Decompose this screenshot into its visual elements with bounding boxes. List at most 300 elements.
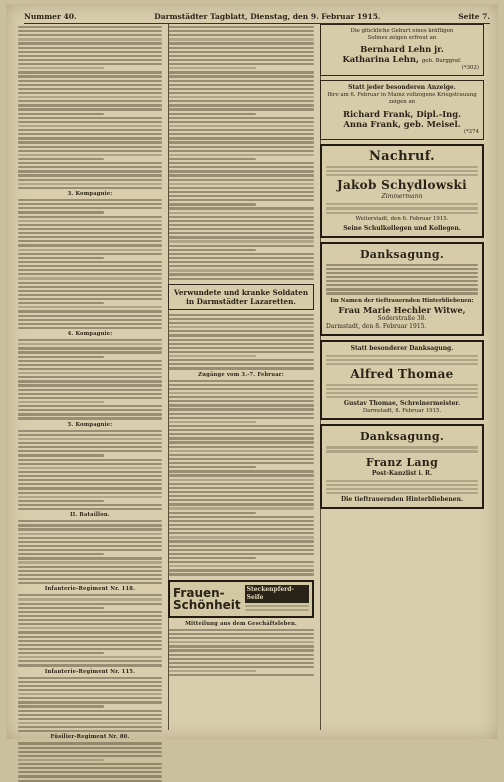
text-line [18, 282, 162, 284]
text-line [18, 187, 162, 189]
text-line [18, 714, 162, 716]
text-line [18, 360, 162, 362]
text-line [18, 26, 162, 28]
birth-text: Die glückliche Geburt eines kräftigen [350, 28, 454, 34]
page-header [24, 10, 490, 24]
text-line [168, 408, 314, 410]
text-line [18, 697, 162, 699]
birth-text: Sohnes zeigen erfreut an [367, 35, 437, 41]
text-line [168, 536, 314, 538]
text-line [18, 759, 104, 761]
thanks-name: Frau Marie Hechler Witwe, [338, 304, 466, 315]
thanks-notice-2 [320, 340, 484, 421]
text-line [18, 244, 162, 246]
text-line [168, 450, 314, 452]
text-line [18, 442, 162, 444]
text-line [18, 594, 162, 596]
text-line [18, 228, 162, 230]
text-line [18, 384, 162, 386]
text-line [168, 162, 314, 164]
text-line [168, 195, 314, 197]
birth-mother-row [325, 54, 479, 65]
issue-number: Nummer 40. [24, 12, 77, 21]
text-line [18, 104, 162, 106]
wedding-notice [320, 80, 484, 140]
text-line [168, 629, 314, 631]
text-line [18, 693, 162, 695]
text-line [168, 96, 314, 98]
text-line [168, 474, 314, 476]
text-line [168, 520, 314, 522]
hospital-heading-box [168, 284, 314, 310]
text-line [168, 446, 314, 448]
text-line [168, 30, 314, 32]
text-line [18, 607, 104, 609]
text-line [18, 504, 162, 506]
text-line [168, 437, 314, 439]
text-line [18, 722, 162, 724]
ad-title-line1: Frauen- [173, 585, 225, 600]
text-line [18, 38, 162, 40]
text-line [18, 524, 162, 526]
wedding-head: Statt jeder besonderen Anzeige. [348, 84, 456, 91]
text-line [18, 710, 162, 712]
thanks3-role: Post-Kanzlist i. R. [371, 469, 433, 477]
text-line [168, 458, 314, 460]
text-line [168, 240, 314, 242]
text-line [18, 207, 162, 209]
text-line [168, 466, 256, 468]
text-line [18, 67, 104, 69]
text-line [168, 265, 314, 267]
text-line [168, 491, 314, 493]
text-line [18, 30, 162, 32]
text-line [18, 154, 162, 156]
text-line [18, 269, 162, 271]
text-line [168, 100, 314, 102]
text-line [18, 261, 162, 263]
text-line [18, 113, 104, 115]
text-line [168, 649, 314, 651]
text-line [18, 615, 162, 617]
text-line [168, 108, 314, 110]
thanks-sign: Im Namen der tieftrauernden Hinterbliebenen: [330, 297, 474, 304]
text-line [168, 71, 314, 73]
text-line [168, 257, 314, 259]
text-line [168, 187, 314, 189]
text-line [18, 220, 162, 222]
text-line [18, 376, 162, 378]
birth-mother: Katharina Lehn, [342, 54, 419, 64]
text-line [168, 170, 314, 172]
text-line [168, 232, 314, 234]
section-heading: 4. Kompagnie: [67, 331, 113, 338]
text-line [168, 63, 314, 65]
text-line [168, 532, 314, 534]
ad-title-line2: Schönheit [173, 597, 241, 612]
wedding-text: Ihre am 6. Februar in Mainz vollzogene Kriegstrauung zeigen an [327, 92, 477, 105]
text-line [168, 228, 314, 230]
text-line [168, 133, 314, 135]
text-line [18, 63, 162, 65]
birth-code: (*302) [461, 65, 479, 71]
text-line [18, 492, 162, 494]
text-line [168, 380, 314, 382]
text-line [168, 67, 256, 69]
text-line [18, 751, 162, 753]
text-line [18, 121, 162, 123]
text-line [168, 51, 314, 53]
text-line [168, 512, 256, 514]
text-line [168, 75, 314, 77]
text-line [18, 623, 162, 625]
text-line [168, 483, 314, 485]
text-line [18, 162, 162, 164]
thanks2-name: Alfred Thomae [350, 366, 454, 381]
text-line [18, 199, 162, 201]
text-line [18, 92, 162, 94]
text-line [168, 359, 314, 361]
text-line [18, 450, 162, 452]
text-line [168, 38, 314, 40]
text-line [168, 326, 314, 328]
business-notice-heading: Mitteilung aus dem Geschäftsleben. [185, 620, 297, 627]
text-line [168, 343, 314, 345]
text-line [168, 637, 314, 639]
text-line [18, 273, 162, 275]
text-line [168, 207, 314, 209]
text-line [18, 413, 162, 415]
text-line [18, 364, 162, 366]
thanks3-name: Franz Lang [365, 455, 439, 469]
text-line [18, 265, 162, 267]
text-line [18, 664, 162, 666]
text-line [18, 459, 162, 461]
text-line [18, 397, 162, 399]
text-line [18, 88, 162, 90]
text-line [168, 104, 314, 106]
text-line [18, 747, 162, 749]
text-line [18, 133, 162, 135]
text-line [168, 141, 314, 143]
text-line [18, 257, 104, 259]
text-line [18, 129, 162, 131]
column-hospital-list [168, 24, 314, 730]
text-line [18, 174, 162, 176]
text-line [168, 330, 314, 332]
thanks-notice-1 [320, 242, 484, 336]
text-line [168, 191, 314, 193]
column-family-notices [320, 24, 484, 730]
text-line [168, 503, 314, 505]
wedding-groom: Richard Frank, Dipl.-Ing. [343, 109, 461, 119]
text-line [168, 278, 314, 280]
text-line [18, 327, 162, 329]
text-line [168, 363, 314, 365]
text-line [18, 351, 162, 353]
text-line [18, 636, 162, 638]
section-heading: 5. Kompagnie: [67, 421, 113, 428]
text-line [18, 438, 162, 440]
text-line [168, 421, 256, 423]
text-line [18, 323, 162, 325]
text-line [168, 367, 314, 369]
text-line [18, 286, 162, 288]
text-line [168, 553, 314, 555]
text-line [168, 441, 314, 443]
text-line [168, 396, 314, 398]
text-line [168, 470, 314, 472]
text-line [168, 400, 314, 402]
text-line [168, 557, 256, 559]
birth-notice [320, 24, 484, 76]
hospital-heading: Verwundete und kranke Soldaten in Darmstädter Lazaretten. [173, 287, 309, 306]
text-line [18, 108, 162, 110]
thanks3-footer: Die tieftrauernden Hinterbliebenen. [340, 496, 464, 503]
text-line [168, 224, 314, 226]
zugaenge-heading: Zugänge vom 3.-7. Februar: [198, 371, 284, 378]
text-line [18, 417, 162, 419]
text-line [168, 351, 314, 353]
text-line [168, 154, 314, 156]
text-line [168, 573, 314, 575]
section-heading: Infanterie-Regiment Nr. 115. [44, 668, 136, 675]
text-line [18, 393, 162, 395]
text-line [168, 59, 314, 61]
text-line [18, 368, 162, 370]
text-line [18, 549, 162, 551]
text-line [168, 253, 314, 255]
text-line [168, 540, 314, 542]
text-line [18, 677, 162, 679]
text-line [168, 524, 314, 526]
text-line [18, 508, 162, 510]
text-line [18, 553, 104, 555]
text-line [168, 433, 314, 435]
text-line [168, 417, 314, 419]
text-line [18, 232, 162, 234]
text-line [18, 75, 162, 77]
text-line [18, 742, 162, 744]
text-line [18, 224, 162, 226]
text-line [168, 549, 314, 551]
text-line [168, 507, 314, 509]
text-line [18, 294, 162, 296]
text-line [18, 656, 162, 658]
text-line [18, 34, 162, 36]
text-line [18, 520, 162, 522]
text-line [18, 141, 162, 143]
text-line [18, 726, 162, 728]
text-line [18, 775, 162, 777]
text-line [18, 780, 162, 782]
text-line [168, 166, 314, 168]
text-line [18, 84, 162, 86]
text-line [18, 578, 162, 580]
text-line [18, 631, 162, 633]
text-line [168, 561, 314, 563]
text-line [18, 570, 162, 572]
text-line [168, 355, 256, 357]
text-line [18, 681, 162, 683]
text-line [18, 179, 162, 181]
text-line [18, 479, 162, 481]
text-line [18, 216, 162, 218]
text-line [168, 121, 314, 123]
text-line [18, 125, 162, 127]
text-line [168, 88, 314, 90]
text-line [18, 211, 104, 213]
text-line [18, 158, 104, 160]
text-line [18, 566, 162, 568]
text-line [168, 347, 314, 349]
text-line [18, 528, 162, 530]
obituary-name: Jakob Schydlowski [336, 178, 468, 193]
text-line [18, 718, 162, 720]
text-line [168, 429, 314, 431]
text-line [18, 42, 162, 44]
text-line [18, 705, 104, 707]
text-line [18, 166, 162, 168]
thanks2-place: Darmstadt, 8. Februar 1915. [362, 408, 442, 415]
text-line [168, 183, 314, 185]
text-line [18, 644, 162, 646]
text-line [18, 409, 162, 411]
ad-product: Steckenpferd-Seife [245, 585, 309, 603]
text-line [168, 179, 314, 181]
text-line [18, 660, 162, 662]
text-line [168, 146, 314, 148]
text-line [18, 55, 162, 57]
text-line [18, 146, 162, 148]
thanks2-sign: Gustav Thomae, Schreinermeister. [343, 400, 461, 408]
text-line [18, 306, 162, 308]
text-line [168, 479, 314, 481]
text-line [18, 533, 162, 535]
text-line [168, 487, 314, 489]
text-line [18, 430, 162, 432]
text-line [18, 372, 162, 374]
text-line [168, 322, 314, 324]
text-line [18, 71, 162, 73]
text-line [18, 380, 162, 382]
text-line [18, 541, 162, 543]
text-line [168, 129, 314, 131]
text-line [18, 96, 162, 98]
text-line [168, 245, 314, 247]
text-line [18, 277, 162, 279]
text-line [18, 648, 162, 650]
column-casualty-list [18, 24, 162, 741]
thanks2-head: Statt besonderer Danksagung. [350, 344, 454, 352]
section-heading: II. Bataillon. [70, 512, 110, 519]
text-line [168, 384, 314, 386]
text-line [18, 434, 162, 436]
text-line [18, 310, 162, 312]
text-line [168, 641, 314, 643]
text-line [18, 47, 162, 49]
text-line [18, 763, 162, 765]
text-line [168, 662, 314, 664]
page-number: Seite 7. [458, 12, 490, 21]
text-line [168, 203, 256, 205]
text-line [168, 516, 314, 518]
text-line [168, 454, 314, 456]
text-line [18, 446, 162, 448]
text-line [18, 59, 162, 61]
text-line [18, 685, 162, 687]
text-line [168, 55, 314, 57]
text-line [168, 273, 314, 275]
text-line [168, 499, 314, 501]
text-line [18, 496, 162, 498]
text-line [18, 298, 162, 300]
obituary-place: Weiterstadt, den 6. Februar 1915. [355, 215, 449, 222]
text-line [168, 34, 314, 36]
text-line [168, 425, 314, 427]
text-line [168, 314, 314, 316]
text-line [18, 253, 162, 255]
text-line [168, 113, 256, 115]
text-line [168, 670, 256, 672]
thanks-place: Darmstadt, den 8. Februar 1915. [326, 322, 427, 330]
text-line [168, 137, 314, 139]
wedding-bride: Anna Frank, geb. Meisel. [343, 119, 461, 129]
text-line [18, 483, 162, 485]
text-line [168, 47, 314, 49]
text-line [18, 467, 162, 469]
text-line [168, 528, 314, 530]
text-line [168, 80, 314, 82]
text-line [18, 471, 162, 473]
text-line [168, 495, 314, 497]
text-line [168, 236, 314, 238]
text-line [168, 125, 314, 127]
text-line [168, 261, 314, 263]
text-line [18, 315, 162, 317]
text-line [18, 100, 162, 102]
text-line [168, 150, 314, 152]
birth-father: Bernhard Lehn jr. [360, 44, 444, 54]
text-line [18, 537, 162, 539]
wedding-code: (*274 [463, 129, 479, 135]
birth-mother-maiden: geb. Burggraf. [421, 58, 462, 64]
text-line [168, 84, 314, 86]
text-line [168, 318, 314, 320]
text-line [18, 343, 162, 345]
text-line [18, 475, 162, 477]
text-line [168, 388, 314, 390]
text-line [18, 240, 162, 242]
section-heading: Infanterie-Regiment Nr. 118. [44, 586, 136, 593]
text-line [18, 405, 162, 407]
text-line [18, 500, 104, 502]
soap-advertisement [168, 580, 314, 618]
text-line [18, 80, 162, 82]
text-line [18, 487, 162, 489]
text-line [168, 216, 314, 218]
thanks3-title: Danksagung. [359, 430, 445, 444]
text-line [18, 302, 104, 304]
text-line [168, 339, 314, 341]
text-line [168, 569, 314, 571]
text-line [18, 689, 162, 691]
text-line [18, 137, 162, 139]
text-line [168, 174, 314, 176]
obituary-notice [320, 144, 484, 238]
obituary-footer: Seine Schulkollegen und Kollegen. [343, 224, 461, 232]
text-line [168, 269, 314, 271]
